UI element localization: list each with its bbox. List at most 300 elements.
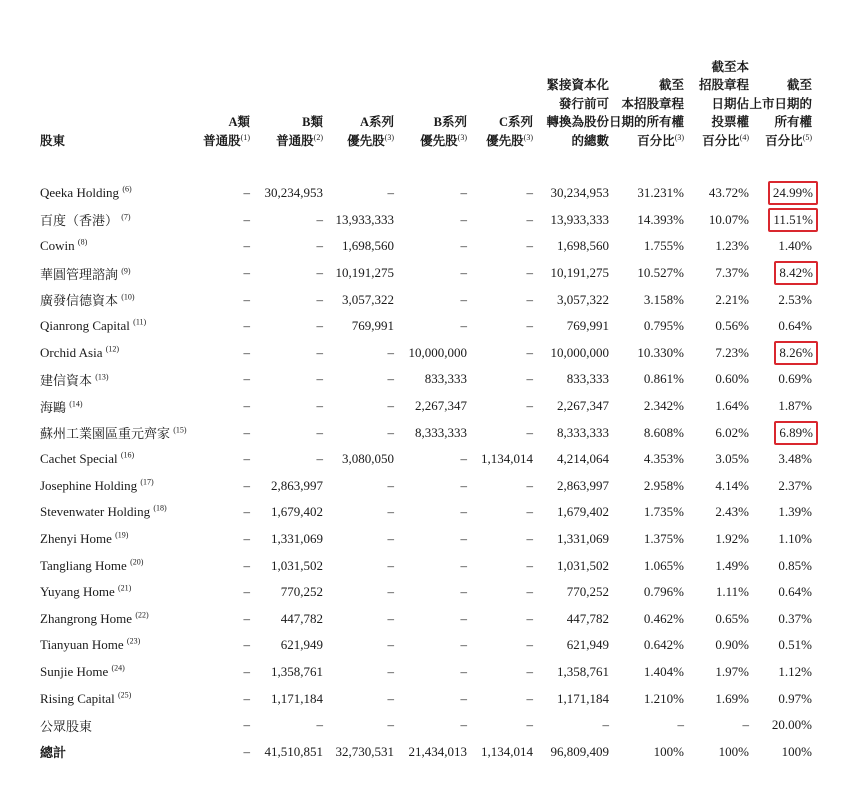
cell-value: – bbox=[243, 584, 250, 600]
header-text: 本招股章程 bbox=[621, 96, 685, 111]
cell-value: – bbox=[526, 371, 533, 387]
cell-series-b bbox=[394, 606, 467, 633]
cell-value: – bbox=[387, 185, 394, 201]
cell-ownership bbox=[609, 526, 684, 553]
cell-voting bbox=[684, 579, 749, 606]
header-line bbox=[749, 95, 812, 114]
cell-value: 1,134,014 bbox=[481, 451, 533, 467]
shareholder-name bbox=[40, 632, 200, 659]
cell-series-b bbox=[394, 632, 467, 659]
cell-class-b bbox=[250, 712, 323, 739]
shareholder-label: Yuyang Home bbox=[40, 584, 115, 600]
cell-value: – bbox=[460, 584, 467, 600]
cell-class-b bbox=[250, 419, 323, 446]
footnote-ref: (1) bbox=[240, 132, 250, 142]
cell-value: 1,171,184 bbox=[271, 690, 323, 706]
cell-series-a bbox=[323, 473, 394, 500]
footnote-ref: (25) bbox=[118, 690, 132, 700]
cell-series-c bbox=[467, 526, 533, 553]
shareholder-label: Sunjie Home bbox=[40, 663, 109, 679]
cell-series-a bbox=[323, 632, 394, 659]
cell-value: 1.375% bbox=[643, 531, 685, 547]
cell-voting bbox=[684, 260, 749, 287]
cell-series-b bbox=[394, 286, 467, 313]
cell-class-b bbox=[250, 233, 323, 260]
footnote-ref: (4) bbox=[739, 132, 750, 142]
cell-series-b bbox=[394, 579, 467, 606]
cell-value: – bbox=[316, 238, 323, 254]
cell-class-a bbox=[200, 419, 250, 446]
cell-total bbox=[533, 552, 609, 579]
cell-series-c bbox=[467, 313, 533, 340]
cell-value: – bbox=[526, 557, 533, 573]
cell-class-b bbox=[250, 526, 323, 553]
cell-series-c bbox=[467, 207, 533, 234]
cell-series-b bbox=[394, 340, 467, 367]
table-row bbox=[40, 473, 812, 500]
cell-series-a bbox=[323, 233, 394, 260]
cell-listing bbox=[749, 207, 812, 234]
footnote-ref: (3) bbox=[384, 132, 394, 142]
cell-series-b bbox=[394, 659, 467, 686]
cell-series-c bbox=[467, 632, 533, 659]
footnote-ref: (16) bbox=[120, 450, 135, 460]
cell-series-c bbox=[467, 340, 533, 367]
footnote-ref: (13) bbox=[95, 372, 109, 382]
header-line bbox=[250, 132, 323, 151]
cell-series-a bbox=[323, 446, 394, 473]
cell-value: 447,782 bbox=[566, 610, 609, 626]
cell-value: – bbox=[460, 265, 467, 281]
header-spacer bbox=[40, 152, 812, 180]
cell-value: 621,949 bbox=[280, 637, 323, 653]
cell-class-b bbox=[250, 499, 323, 526]
shareholder-label: Zhangrong Home bbox=[40, 610, 133, 626]
header-line bbox=[394, 113, 467, 132]
cell-value: 0.64% bbox=[778, 584, 813, 600]
cell-value: 20.00% bbox=[771, 717, 813, 733]
cell-value: – bbox=[526, 265, 533, 281]
cell-value: – bbox=[526, 424, 533, 440]
shareholder-label: Tianyuan Home bbox=[40, 637, 124, 653]
cell-value: – bbox=[316, 398, 323, 414]
table-row bbox=[40, 233, 812, 260]
cell-value: – bbox=[526, 291, 533, 307]
cell-total bbox=[533, 738, 609, 765]
header-line bbox=[609, 132, 684, 151]
cell-value: – bbox=[460, 185, 467, 201]
cell-ownership bbox=[609, 180, 684, 207]
header-line bbox=[749, 132, 812, 151]
cell-series-a bbox=[323, 286, 394, 313]
cell-value: – bbox=[243, 185, 250, 201]
cell-class-b bbox=[250, 473, 323, 500]
cell-class-b bbox=[250, 340, 323, 367]
cell-value: – bbox=[460, 663, 467, 679]
cell-value: – bbox=[316, 291, 323, 307]
cell-value: 1.97% bbox=[715, 663, 750, 679]
shareholder-name bbox=[40, 606, 200, 633]
header-line bbox=[609, 76, 684, 95]
cell-listing bbox=[749, 579, 812, 606]
cell-class-a bbox=[200, 340, 250, 367]
cell-value: 1.10% bbox=[778, 531, 813, 547]
cell-value: 43.72% bbox=[708, 185, 750, 201]
cell-value: – bbox=[243, 344, 250, 360]
cell-class-b bbox=[250, 286, 323, 313]
shareholder-name bbox=[40, 180, 200, 207]
cell-value: 447,782 bbox=[280, 610, 323, 626]
header-line bbox=[250, 113, 323, 132]
cell-value: – bbox=[460, 531, 467, 547]
cell-voting bbox=[684, 366, 749, 393]
cell-listing bbox=[749, 606, 812, 633]
shareholder-name bbox=[40, 419, 200, 446]
header-line bbox=[749, 113, 812, 132]
cell-value: 1.64% bbox=[715, 398, 750, 414]
shareholder-label: 蘇州工業園區重元齊家 bbox=[40, 426, 171, 442]
cell-listing bbox=[749, 180, 812, 207]
shareholder-name bbox=[40, 340, 200, 367]
header-line bbox=[467, 132, 533, 151]
cell-voting bbox=[684, 340, 749, 367]
cell-value: – bbox=[387, 717, 394, 733]
column-header-total-shares bbox=[533, 14, 609, 152]
cell-value: – bbox=[387, 398, 394, 414]
table-row bbox=[40, 712, 812, 739]
cell-class-a bbox=[200, 473, 250, 500]
header-text: 發行前可 bbox=[558, 96, 609, 111]
cell-listing bbox=[749, 366, 812, 393]
cell-value: 769,991 bbox=[566, 318, 609, 334]
shareholder-name bbox=[40, 207, 200, 234]
cell-listing bbox=[749, 552, 812, 579]
cell-class-b bbox=[250, 685, 323, 712]
cell-ownership bbox=[609, 579, 684, 606]
footnote-ref: (20) bbox=[130, 557, 144, 567]
cell-value: 1,698,560 bbox=[342, 238, 394, 254]
header-text: 招股章程 bbox=[699, 78, 750, 92]
cell-series-a bbox=[323, 180, 394, 207]
cell-value: 3,080,050 bbox=[342, 451, 394, 467]
cell-ownership bbox=[609, 712, 684, 739]
cell-total bbox=[533, 419, 609, 446]
cell-series-a bbox=[323, 685, 394, 712]
cell-value: – bbox=[526, 398, 533, 414]
cell-voting bbox=[684, 446, 749, 473]
cell-class-a bbox=[200, 286, 250, 313]
cell-ownership bbox=[609, 207, 684, 234]
footnote-ref: (7) bbox=[121, 213, 131, 223]
shareholder-name bbox=[40, 286, 200, 313]
highlight-box: 6.89% bbox=[774, 421, 818, 445]
cell-series-c bbox=[467, 419, 533, 446]
table-row bbox=[40, 526, 812, 553]
shareholder-name bbox=[40, 552, 200, 579]
cell-value: 621,949 bbox=[566, 637, 609, 653]
cell-value: – bbox=[387, 690, 394, 706]
cell-series-c bbox=[467, 366, 533, 393]
cell-value: – bbox=[387, 504, 394, 520]
cell-class-b bbox=[250, 606, 323, 633]
cell-listing bbox=[749, 233, 812, 260]
cell-class-b bbox=[250, 632, 323, 659]
cell-listing bbox=[749, 632, 812, 659]
cell-value: – bbox=[243, 690, 250, 706]
cell-value: 2.53% bbox=[778, 291, 813, 307]
cell-class-b bbox=[250, 366, 323, 393]
cell-listing bbox=[749, 260, 812, 287]
cell-value: – bbox=[387, 584, 394, 600]
cell-listing bbox=[749, 738, 812, 765]
table-row bbox=[40, 659, 812, 686]
cell-class-b bbox=[250, 393, 323, 420]
cell-class-a bbox=[200, 712, 250, 739]
table-row bbox=[40, 579, 812, 606]
footnote-ref: (9) bbox=[121, 266, 131, 276]
cell-listing bbox=[749, 393, 812, 420]
cell-value: 2,863,997 bbox=[557, 477, 609, 493]
cell-value: – bbox=[316, 344, 323, 360]
cell-value: 2,267,347 bbox=[557, 398, 609, 414]
cell-value: 1.23% bbox=[715, 238, 750, 254]
cell-class-a bbox=[200, 393, 250, 420]
cell-series-c bbox=[467, 738, 533, 765]
footnote-ref: (3) bbox=[457, 132, 467, 142]
cell-value: – bbox=[387, 344, 394, 360]
shareholder-name bbox=[40, 260, 200, 287]
cell-value: – bbox=[316, 424, 323, 440]
cell-value: – bbox=[526, 637, 533, 653]
cell-value: – bbox=[460, 451, 467, 467]
cell-value: – bbox=[526, 663, 533, 679]
cell-value: – bbox=[526, 185, 533, 201]
shareholder-name bbox=[40, 366, 200, 393]
cell-value: – bbox=[387, 424, 394, 440]
cell-series-a bbox=[323, 340, 394, 367]
cell-value: – bbox=[460, 557, 467, 573]
cell-value: 1,358,761 bbox=[271, 663, 323, 679]
shareholder-name bbox=[40, 738, 200, 765]
table-row bbox=[40, 340, 812, 367]
cell-series-b bbox=[394, 180, 467, 207]
cell-series-a bbox=[323, 606, 394, 633]
cell-value: – bbox=[316, 265, 323, 281]
cell-class-a bbox=[200, 207, 250, 234]
table-row bbox=[40, 260, 812, 287]
cell-series-c bbox=[467, 685, 533, 712]
cell-value: 833,333 bbox=[424, 371, 467, 387]
cell-value: 2.958% bbox=[643, 477, 685, 493]
cell-value: – bbox=[602, 717, 609, 733]
shareholder-name bbox=[40, 233, 200, 260]
header-line bbox=[609, 95, 684, 114]
cell-value: – bbox=[316, 717, 323, 733]
cell-class-a bbox=[200, 499, 250, 526]
cell-value: – bbox=[387, 637, 394, 653]
cell-value: 1,031,502 bbox=[271, 557, 323, 573]
cell-value: – bbox=[243, 504, 250, 520]
cell-ownership bbox=[609, 606, 684, 633]
cell-total bbox=[533, 260, 609, 287]
shareholder-label: 建信資本 bbox=[40, 372, 93, 388]
cell-value: 8,333,333 bbox=[557, 424, 609, 440]
cell-value: 1,331,069 bbox=[271, 531, 323, 547]
cell-voting bbox=[684, 393, 749, 420]
shareholder-label: 海鷗 bbox=[40, 399, 67, 415]
cell-value: 1.755% bbox=[643, 238, 685, 254]
table-body bbox=[40, 152, 812, 765]
header-text: 日期的所有權 bbox=[609, 115, 685, 129]
cell-series-b bbox=[394, 207, 467, 234]
cell-class-a bbox=[200, 233, 250, 260]
highlight-box: 8.26% bbox=[774, 341, 818, 365]
shareholder-label: Zhenyi Home bbox=[40, 531, 112, 547]
shareholder-name bbox=[40, 685, 200, 712]
header-line bbox=[684, 132, 749, 151]
table-row bbox=[40, 446, 812, 473]
cell-class-a bbox=[200, 606, 250, 633]
cell-value: 1,679,402 bbox=[557, 504, 609, 520]
cell-series-b bbox=[394, 552, 467, 579]
cell-value: – bbox=[526, 318, 533, 334]
header-text: 所有權 bbox=[774, 115, 813, 129]
cell-class-a bbox=[200, 738, 250, 765]
cell-listing bbox=[749, 473, 812, 500]
cell-value: – bbox=[526, 344, 533, 360]
shareholder-name bbox=[40, 526, 200, 553]
cell-total bbox=[533, 659, 609, 686]
cell-value: 0.90% bbox=[715, 637, 750, 653]
cell-value: – bbox=[387, 557, 394, 573]
cell-class-a bbox=[200, 526, 250, 553]
cell-value: – bbox=[316, 371, 323, 387]
table-row bbox=[40, 207, 812, 234]
shareholder-label: Cowin bbox=[40, 238, 75, 254]
cell-value: – bbox=[243, 424, 250, 440]
cell-total bbox=[533, 712, 609, 739]
shareholder-name bbox=[40, 579, 200, 606]
cell-value: 0.97% bbox=[778, 690, 813, 706]
header-line bbox=[323, 113, 394, 132]
cell-value: – bbox=[460, 477, 467, 493]
cell-voting bbox=[684, 207, 749, 234]
cell-value: 7.37% bbox=[715, 265, 750, 281]
cell-series-b bbox=[394, 473, 467, 500]
cell-value: 1.404% bbox=[643, 663, 685, 679]
footnote-ref: (18) bbox=[153, 504, 167, 514]
header-text: 轉換為股份 bbox=[546, 115, 609, 129]
cell-value: – bbox=[526, 504, 533, 520]
cell-total bbox=[533, 526, 609, 553]
cell-ownership bbox=[609, 366, 684, 393]
cell-value: 7.23% bbox=[715, 344, 750, 360]
column-header-shareholder bbox=[40, 14, 200, 152]
cell-series-c bbox=[467, 393, 533, 420]
cell-value: 10.07% bbox=[708, 211, 750, 227]
shareholder-label: Josephine Holding bbox=[40, 477, 138, 493]
cell-value: 0.85% bbox=[778, 557, 813, 573]
cell-listing bbox=[749, 340, 812, 367]
cell-series-a bbox=[323, 393, 394, 420]
cell-value: 3.158% bbox=[643, 291, 685, 307]
cell-value: 6.02% bbox=[715, 424, 750, 440]
cell-class-a bbox=[200, 313, 250, 340]
cell-ownership bbox=[609, 473, 684, 500]
cell-class-b bbox=[250, 313, 323, 340]
cell-value: 1.92% bbox=[715, 531, 750, 547]
cell-value: 4.14% bbox=[715, 477, 750, 493]
shareholder-label: Cachet Special bbox=[40, 451, 118, 467]
column-header-ownership-pct bbox=[609, 14, 684, 152]
header-line bbox=[684, 76, 749, 95]
column-header-listing-pct bbox=[749, 14, 812, 152]
cell-voting bbox=[684, 286, 749, 313]
cell-value: 13,933,333 bbox=[550, 211, 609, 227]
column-header-voting-pct bbox=[684, 14, 749, 152]
cell-voting bbox=[684, 499, 749, 526]
highlight-box: 8.42% bbox=[774, 261, 818, 285]
header-line bbox=[749, 76, 812, 95]
footnote-ref: (24) bbox=[111, 663, 125, 673]
cell-listing bbox=[749, 712, 812, 739]
cell-series-c bbox=[467, 499, 533, 526]
cell-value: 100% bbox=[718, 743, 750, 759]
header-line bbox=[200, 113, 250, 132]
cell-value: 0.37% bbox=[778, 610, 813, 626]
cell-class-a bbox=[200, 446, 250, 473]
cell-series-a bbox=[323, 659, 394, 686]
cell-series-c bbox=[467, 446, 533, 473]
cell-value: 0.65% bbox=[715, 610, 750, 626]
cell-listing bbox=[749, 446, 812, 473]
footnote-ref: (6) bbox=[122, 184, 132, 194]
cell-value: – bbox=[243, 637, 250, 653]
cell-ownership bbox=[609, 260, 684, 287]
cell-series-c bbox=[467, 659, 533, 686]
cell-value: 13,933,333 bbox=[335, 211, 394, 227]
table-row bbox=[40, 286, 812, 313]
cell-value: – bbox=[460, 291, 467, 307]
cell-total bbox=[533, 685, 609, 712]
cell-series-a bbox=[323, 313, 394, 340]
footnote-ref: (8) bbox=[77, 238, 88, 248]
cell-ownership bbox=[609, 552, 684, 579]
cell-value: 0.796% bbox=[643, 584, 685, 600]
cell-total bbox=[533, 366, 609, 393]
cell-value: 4,214,064 bbox=[557, 451, 609, 467]
cell-series-a bbox=[323, 260, 394, 287]
cell-series-b bbox=[394, 526, 467, 553]
header-text: 普通股 bbox=[276, 133, 314, 148]
cell-total bbox=[533, 393, 609, 420]
cell-class-b bbox=[250, 180, 323, 207]
header-text: 的總數 bbox=[571, 133, 609, 148]
cell-value: 0.795% bbox=[643, 318, 685, 334]
cell-series-b bbox=[394, 233, 467, 260]
cell-class-a bbox=[200, 260, 250, 287]
cell-value: 1.210% bbox=[643, 690, 685, 706]
cell-listing bbox=[749, 526, 812, 553]
cell-value: – bbox=[526, 610, 533, 626]
cell-value: 2,863,997 bbox=[271, 477, 323, 493]
header-text: 上市日期的 bbox=[749, 96, 813, 111]
footnote-ref: (12) bbox=[105, 344, 120, 354]
cell-ownership bbox=[609, 659, 684, 686]
cell-value: 31.231% bbox=[637, 185, 685, 201]
cell-value: 30,234,953 bbox=[264, 185, 323, 201]
cell-value: 41,510,851 bbox=[264, 743, 323, 759]
